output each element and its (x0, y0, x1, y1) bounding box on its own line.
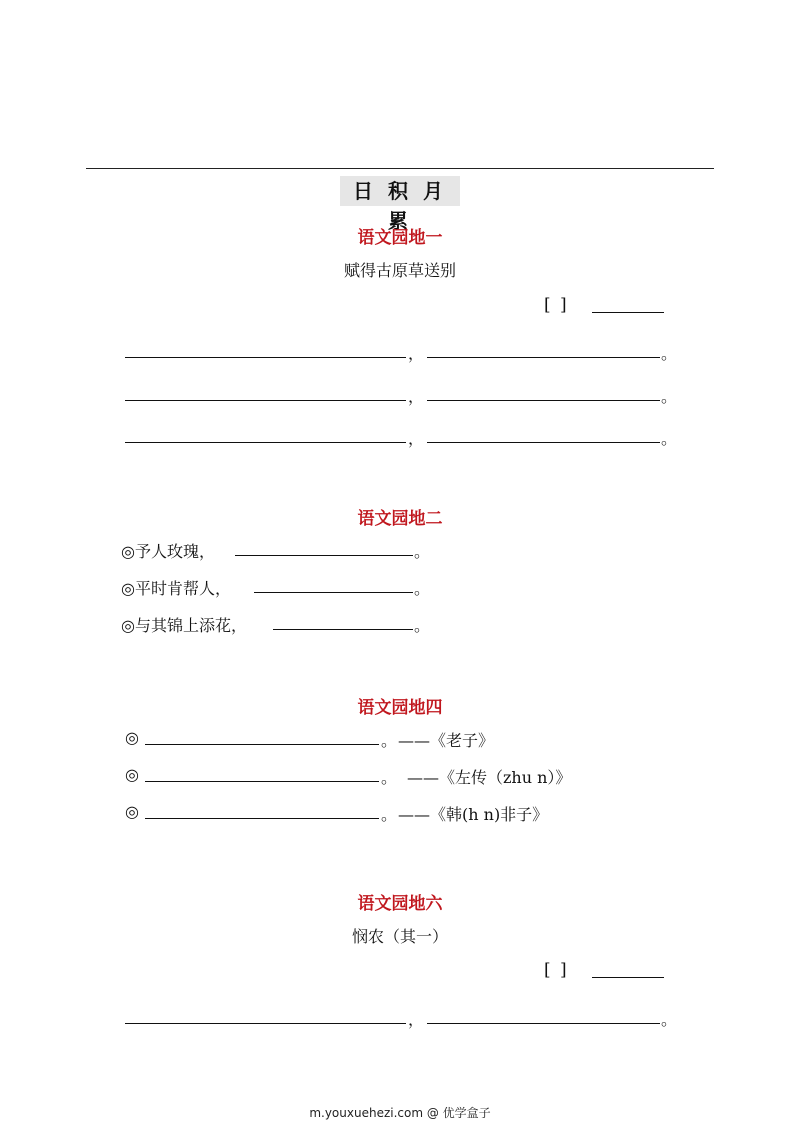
page-title: 日 积 月 累 (340, 176, 460, 206)
period-4: 。 (661, 1010, 678, 1029)
comma-1a: ， (408, 344, 425, 363)
footer-watermark: m.youxuehezi.com @ 优学盒子 (309, 1106, 491, 1120)
period-1b: 。 (661, 387, 678, 406)
proverb-blank-1[interactable] (235, 555, 413, 556)
quote-blank-1[interactable] (145, 744, 379, 745)
quote-blank-3[interactable] (145, 818, 379, 819)
period-3b: 。 (381, 768, 398, 787)
quote-source-1: ——《老子》 (398, 731, 495, 750)
answer-blank-4b[interactable] (427, 1023, 660, 1024)
answer-blank-1a[interactable] (125, 357, 406, 358)
author-bracket-1: [ ] (544, 295, 569, 315)
period-2b: 。 (414, 579, 431, 598)
comma-1c: ， (408, 429, 425, 448)
proverb-prompt-1: ◎予人玫瑰， (121, 542, 215, 561)
bullet-3a: ◎ (125, 728, 139, 747)
period-1a: 。 (661, 344, 678, 363)
answer-blank-2b[interactable] (427, 400, 660, 401)
comma-1b: ， (408, 387, 425, 406)
section-title-3: 语文园地四 (357, 698, 443, 718)
author-bracket-4: [ ] (544, 960, 569, 980)
section-title-4: 语文园地六 (357, 894, 443, 914)
author-blank-1[interactable] (592, 312, 664, 313)
period-3c: 。 (381, 805, 398, 824)
answer-blank-4a[interactable] (125, 1023, 406, 1024)
answer-blank-3a[interactable] (125, 442, 406, 443)
top-rule (86, 168, 714, 169)
poem-title-1: 赋得古原草送别 (343, 261, 456, 280)
author-blank-4[interactable] (592, 977, 664, 978)
period-2c: 。 (414, 616, 431, 635)
quote-source-3: ——《韩(h n)非子》 (398, 805, 549, 824)
proverb-blank-2[interactable] (254, 592, 413, 593)
bullet-3c: ◎ (125, 802, 139, 821)
proverb-prompt-3: ◎与其锦上添花， (121, 616, 247, 635)
answer-blank-1b[interactable] (427, 357, 660, 358)
period-3a: 。 (381, 731, 398, 750)
bullet-3b: ◎ (125, 765, 139, 784)
period-1c: 。 (661, 429, 678, 448)
proverb-blank-3[interactable] (273, 629, 413, 630)
answer-blank-3b[interactable] (427, 442, 660, 443)
section-title-2: 语文园地二 (357, 509, 443, 529)
section-title-1: 语文园地一 (357, 228, 443, 248)
proverb-prompt-2: ◎平时肯帮人， (121, 579, 231, 598)
comma-4: ， (408, 1010, 425, 1029)
quote-source-2: ——《左传（zhu n）》 (407, 768, 572, 787)
answer-blank-2a[interactable] (125, 400, 406, 401)
poem-title-4: 悯农（其一） (351, 927, 448, 946)
quote-blank-2[interactable] (145, 781, 379, 782)
period-2a: 。 (414, 542, 431, 561)
